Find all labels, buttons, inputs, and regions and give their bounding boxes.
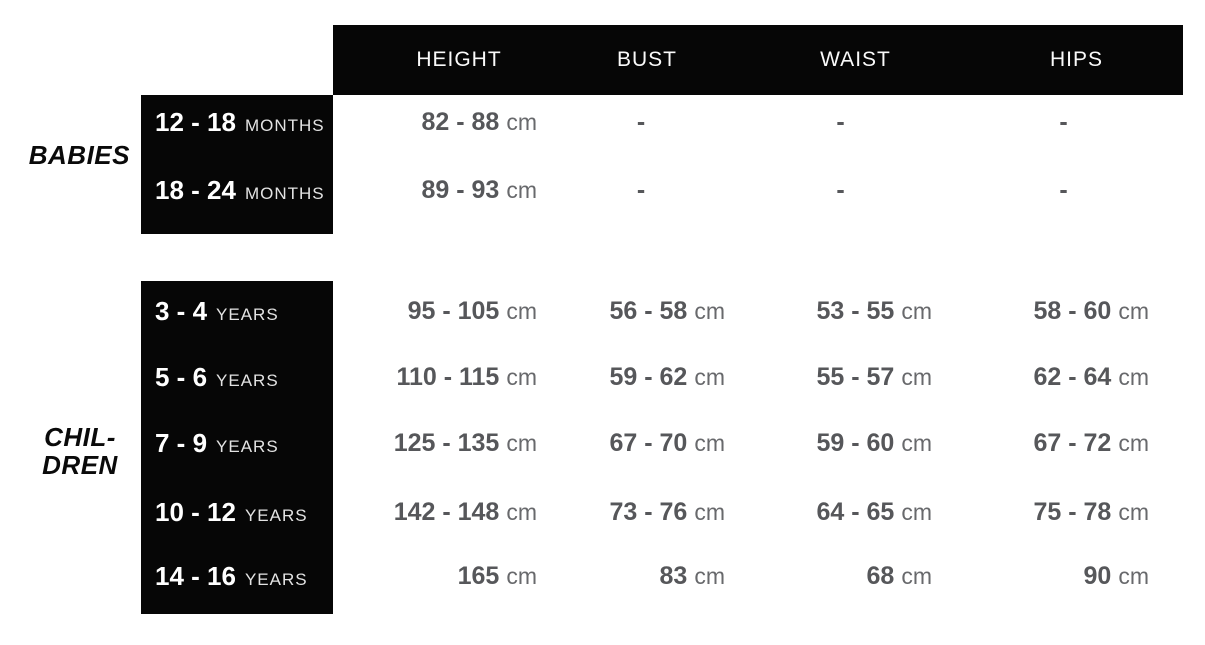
cell-bust: -	[636, 175, 646, 204]
age-label: 18 - 24 MONTHS	[155, 174, 325, 205]
column-header-height: HEIGHT	[416, 48, 502, 71]
cell-height: 89 - 93 cm	[421, 175, 537, 204]
cell-waist: 64 - 65 cm	[816, 497, 932, 526]
column-header-bust: BUST	[616, 48, 677, 71]
cell-height: 82 - 88 cm	[421, 107, 537, 136]
age-label: 10 - 12 YEARS	[155, 496, 308, 527]
cell-hips: -	[1059, 175, 1068, 204]
cell-hips: 58 - 60 cm	[1033, 296, 1149, 325]
cell-bust: 67 - 70 cm	[609, 428, 725, 457]
age-label: 14 - 16 YEARS	[155, 560, 308, 591]
cell-height: 125 - 135 cm	[393, 428, 537, 457]
cell-hips: 67 - 72 cm	[1033, 428, 1149, 457]
cell-waist: 68 cm	[866, 561, 932, 590]
cell-hips: 90 cm	[1083, 561, 1149, 590]
age-label: 7 - 9 YEARS	[155, 427, 279, 458]
group-label-babies: BABIES	[28, 140, 130, 170]
column-header-waist: WAIST	[820, 48, 891, 71]
table-row	[0, 492, 1205, 532]
group-label-children-line1: CHIL-	[44, 422, 116, 452]
table-row	[0, 102, 1205, 142]
cell-bust: 56 - 58 cm	[609, 296, 725, 325]
cell-hips: -	[1059, 107, 1068, 136]
cell-waist: 55 - 57 cm	[816, 362, 932, 391]
table-row	[0, 357, 1205, 397]
cell-bust: -	[636, 107, 646, 136]
cell-height: 142 - 148 cm	[393, 497, 537, 526]
table-row	[0, 423, 1205, 463]
column-header-hips: HIPS	[1049, 48, 1103, 71]
header-bar	[333, 25, 1183, 95]
cell-height: 165 cm	[457, 561, 537, 590]
cell-hips: 75 - 78 cm	[1033, 497, 1149, 526]
cell-waist: 59 - 60 cm	[816, 428, 932, 457]
cell-waist: 53 - 55 cm	[816, 296, 932, 325]
cell-height: 95 - 105 cm	[407, 296, 537, 325]
table-row	[0, 291, 1205, 331]
cell-bust: 73 - 76 cm	[609, 497, 725, 526]
group-label-children-line2: DREN	[42, 450, 118, 480]
age-label: 5 - 6 YEARS	[155, 361, 279, 392]
age-label: 3 - 4 YEARS	[155, 295, 279, 326]
cell-hips: 62 - 64 cm	[1033, 362, 1149, 391]
cell-waist: -	[836, 175, 845, 204]
cell-height: 110 - 115 cm	[396, 362, 537, 391]
table-row	[0, 556, 1205, 596]
cell-bust: 83 cm	[659, 561, 725, 590]
cell-waist: -	[836, 107, 845, 136]
cell-bust: 59 - 62 cm	[609, 362, 725, 391]
table-row	[0, 170, 1205, 210]
age-label: 12 - 18 MONTHS	[155, 106, 325, 137]
